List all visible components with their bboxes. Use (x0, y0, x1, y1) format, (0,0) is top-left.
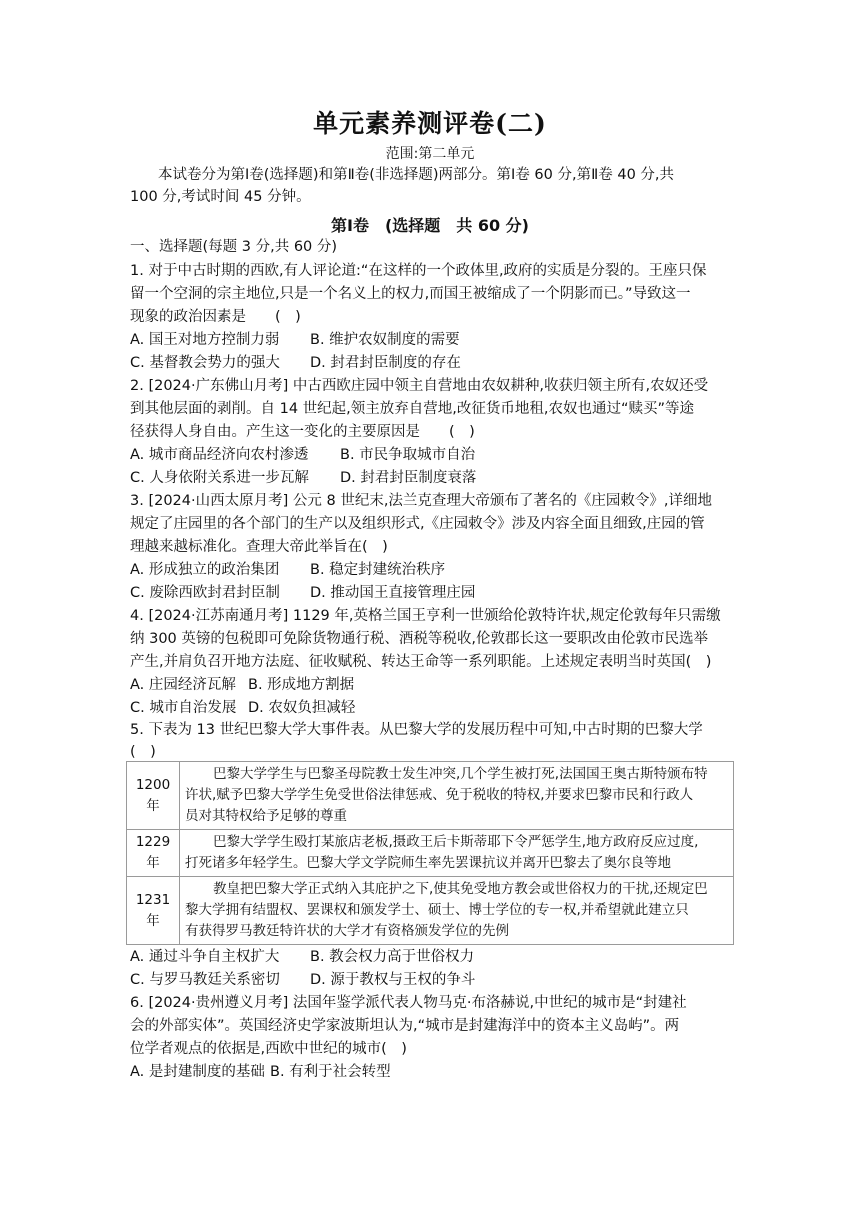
option-b[interactable]: B. 维护农奴制度的需要 (310, 332, 460, 348)
part-heading: 第Ⅰ卷 (选择题 共 60 分) (331, 216, 529, 235)
exam-range: 范围:第二单元 (385, 146, 475, 162)
option-b[interactable]: B. 市民争取城市自治 (340, 447, 476, 463)
event-line: 巴黎大学学生殴打某旅店老板,摄政王后卡斯蒂耶下令严惩学生,地方政府反应过度, (213, 834, 699, 850)
table-cell-event (180, 830, 734, 877)
section-heading: 一、选择题(每题 3 分,共 60 分) (130, 239, 338, 255)
event-line: 巴黎大学学生与巴黎圣母院教士发生冲突,几个学生被打死,法国国王奥古斯特颁布特 (213, 766, 708, 782)
table-cell-year: 1231 年 (127, 877, 180, 945)
table-row (127, 877, 734, 945)
intro-line: 本试卷分为第Ⅰ卷(选择题)和第Ⅱ卷(非选择题)两部分。第Ⅰ卷 60 分,第Ⅱ卷 40 分,共 (158, 167, 675, 183)
option-b[interactable]: B. 有利于社会转型 (270, 1064, 391, 1080)
question-4-line: 4. [2024·江苏南通月考] 1129 年,英格兰国王亨利一世颁给伦敦特许状,规定伦敦每年只需缴 (130, 608, 721, 624)
intro-line: 100 分,考试时间 45 分钟。 (130, 189, 311, 205)
option-c[interactable]: C. 城市自治发展 (130, 700, 237, 716)
question-5-line: 5. 下表为 13 世纪巴黎大学大事件表。从巴黎大学的发展历程中可知,中古时期的巴黎大学 (130, 722, 703, 738)
option-d[interactable]: D. 封君封臣制度的存在 (310, 355, 461, 371)
option-a[interactable]: A. 通过斗争自主权扩大 (130, 949, 280, 965)
event-line: 许状,赋予巴黎大学学生免受世俗法律惩戒、免于税收的特权,并要求巴黎市民和行政人 (185, 787, 694, 803)
question-1-line: 留一个空洞的宗主地位,只是一个名义上的权力,而国王被缩成了一个阴影而已。”导致这一 (130, 286, 691, 302)
option-c[interactable]: C. 人身依附关系进一步瓦解 (130, 470, 309, 486)
option-c[interactable]: C. 与罗马教廷关系密切 (130, 972, 280, 988)
question-6-line: 位学者观点的依据是,西欧中世纪的城市( ) (130, 1041, 407, 1057)
question-4-line: 产生,并肩负召开地方法庭、征收赋税、转达王命等一系列职能。上述规定表明当时英国( ) (130, 654, 712, 670)
option-b[interactable]: B. 形成地方割据 (248, 677, 355, 693)
table-cell-year: 1200 年 (127, 762, 180, 830)
option-a[interactable]: A. 形成独立的政治集团 (130, 562, 280, 578)
option-a[interactable]: A. 城市商品经济向农村渗透 (130, 447, 309, 463)
event-line: 黎大学拥有结盟权、罢课权和颁发学士、硕士、博士学位的专一权,并希望就此建立只 (185, 902, 689, 918)
events-table (126, 761, 734, 945)
table-row (127, 762, 734, 830)
question-1-line: 1. 对于中古时期的西欧,有人评论道:“在这样的一个政体里,政府的实质是分裂的。王座只保 (130, 263, 707, 279)
question-3-line: 规定了庄园里的各个部门的生产以及组织形式,《庄园敕令》涉及内容全面且细致,庄园的管 (130, 516, 705, 532)
option-d[interactable]: D. 推动国王直接管理庄园 (310, 585, 476, 601)
event-line: 员对其特权给予足够的尊重 (185, 808, 347, 824)
option-a[interactable]: A. 庄园经济瓦解 (130, 677, 236, 693)
question-2-line: 2. [2024·广东佛山月考] 中古西欧庄园中领主自营地由农奴耕种,收获归领主所有,农奴还受 (130, 378, 709, 394)
option-d[interactable]: D. 农奴负担减轻 (248, 700, 356, 716)
question-6-line: 会的外部实体”。英国经济史学家波斯坦认为,“城市是封建海洋中的资本主义岛屿”。两 (130, 1018, 680, 1034)
event-line: 有获得罗马教廷特许状的大学才有资格颁发学位的先例 (185, 923, 509, 939)
event-line: 打死诸多年轻学生。巴黎大学文学院师生率先罢课抗议并离开巴黎去了奥尔良等地 (185, 855, 671, 871)
question-4-line: 纳 300 英镑的包税即可免除货物通行税、酒税等税收,伦敦郡长这一要职改由伦敦市民选举 (130, 631, 708, 647)
table-cell-event (180, 877, 734, 945)
table-cell-year: 1229 年 (127, 830, 180, 877)
option-b[interactable]: B. 稳定封建统治秩序 (310, 562, 446, 578)
question-3-line: 理越来越标准化。查理大帝此举旨在( ) (130, 539, 388, 555)
option-d[interactable]: D. 源于教权与王权的争斗 (310, 972, 476, 988)
question-2-line: 到其他层面的剥削。自 14 世纪起,领主放弃自营地,改征货币地租,农奴也通过“赎买”等途 (130, 401, 695, 417)
event-line: 教皇把巴黎大学正式纳入其庇护之下,使其免受地方教会或世俗权力的干扰,还规定巴 (213, 881, 708, 897)
option-d[interactable]: D. 封君封臣制度衰落 (340, 470, 477, 486)
option-a[interactable]: A. 国王对地方控制力弱 (130, 332, 280, 348)
question-1-line: 现象的政治因素是 ( ) (130, 309, 301, 325)
table-row (127, 830, 734, 877)
option-a[interactable]: A. 是封建制度的基础 (130, 1064, 265, 1080)
table-cell-event (180, 762, 734, 830)
question-6-line: 6. [2024·贵州遵义月考] 法国年鉴学派代表人物马克·布洛赫说,中世纪的城市是“封建社 (130, 995, 687, 1011)
option-b[interactable]: B. 教会权力高于世俗权力 (310, 949, 475, 965)
option-c[interactable]: C. 基督教会势力的强大 (130, 355, 280, 371)
question-3-line: 3. [2024·山西太原月考] 公元 8 世纪末,法兰克查理大帝颁布了著名的《庄园敕令》,详细地 (130, 493, 713, 509)
question-2-line: 径获得人身自由。产生这一变化的主要原因是 ( ) (130, 424, 475, 440)
page-title: 单元素养测评卷(二) (313, 109, 547, 138)
option-c[interactable]: C. 废除西欧封君封臣制 (130, 585, 280, 601)
question-5-line: ( ) (130, 744, 156, 760)
